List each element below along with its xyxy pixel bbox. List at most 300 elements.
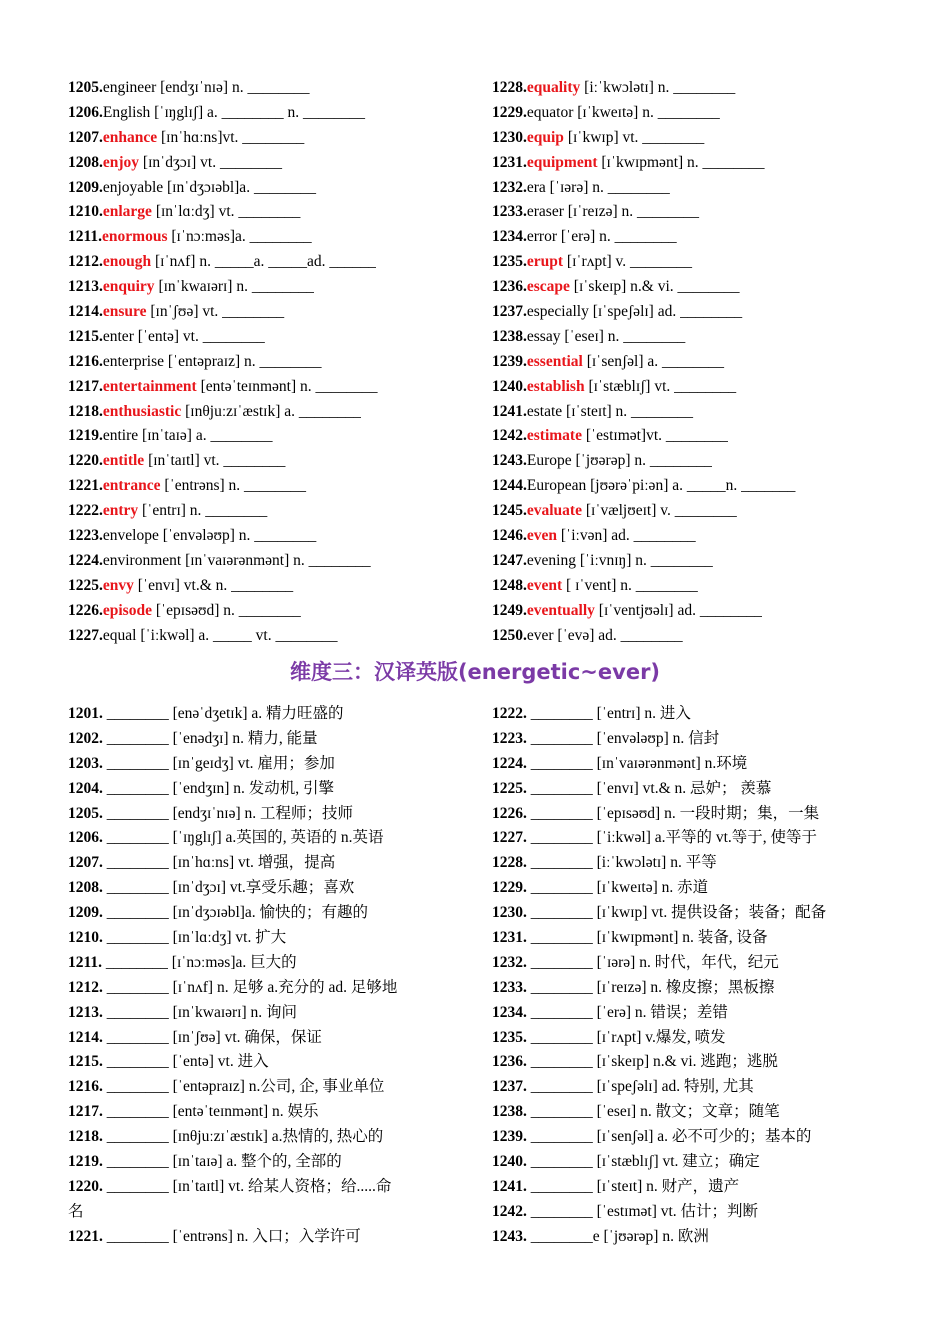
translation-entry xyxy=(492,1026,922,1051)
entry-number: 1235. xyxy=(492,253,527,271)
vocab-entry xyxy=(492,574,922,599)
vocab-entry xyxy=(492,499,922,524)
vocab-entry xyxy=(492,225,922,250)
entry-word: episode xyxy=(102,601,152,619)
entry-number: 1202. xyxy=(68,729,103,747)
vocab-entry xyxy=(68,101,468,126)
entry-definition-blank: [ɪˈreɪzə] n. ________ xyxy=(563,203,700,221)
entry-definition-blank: [ɪˈstæblɪʃ] vt. ________ xyxy=(584,377,737,395)
entry-definition-blank: [ˈerə] n. ________ xyxy=(557,228,677,246)
entry-meaning: ________ [ɪˈnʌf] n. 足够 a.充分的 ad. 足够地 xyxy=(102,978,398,996)
entry-meaning: ________ [endʒɪˈnɪə] n. 工程师；技师 xyxy=(102,804,353,822)
translation-entry xyxy=(492,976,922,1001)
entry-word: enormous xyxy=(102,228,168,246)
entry-number: 1207. xyxy=(68,854,103,872)
entry-definition-blank: [ɪˈsteɪt] n. ________ xyxy=(562,402,694,420)
entry-word: English xyxy=(102,103,151,121)
entry-meaning: ________ [ɪˈskeɪp] n.& vi. 逃跑；逃脱 xyxy=(526,1053,778,1071)
entry-definition-blank: [ɪˈkweɪtə] n. ________ xyxy=(573,103,720,121)
entry-definition-blank: [ɪnθjuːzɪˈæstɪk] a. ________ xyxy=(181,402,361,420)
entry-meaning: ________ [ˈentəpraɪz] n.公司, 企, 事业单位 xyxy=(102,1078,385,1096)
entry-word: European xyxy=(526,477,587,495)
entry-definition-blank: [ɪnˈtaɪə] a. ________ xyxy=(138,427,273,445)
entry-word: enough xyxy=(102,253,152,271)
entry-definition-blank: [ɪˈskeɪp] n.& vi. ________ xyxy=(569,278,740,296)
vocab-list-left xyxy=(68,76,468,648)
entry-meaning: ________ [ɪnˈʃʊə] vt. 确保，保证 xyxy=(102,1028,322,1046)
entry-number: 1215. xyxy=(68,1053,103,1071)
entry-number: 1201. xyxy=(68,705,103,722)
entry-meaning: ________ [ɪnθjuːzɪˈæstɪk] a.热情的, 热心的 xyxy=(102,1128,384,1146)
entry-number: 1206. xyxy=(68,829,103,847)
entry-number: 1222. xyxy=(68,502,103,520)
translation-entry xyxy=(68,976,463,1001)
entry-meaning: ________ [ˈendʒɪn] n. 发动机, 引擎 xyxy=(102,779,335,797)
translation-entry xyxy=(68,752,463,777)
vocab-entry xyxy=(68,350,468,375)
entry-word: essential xyxy=(526,352,583,370)
translation-entry xyxy=(68,1225,463,1250)
entry-word: estate xyxy=(526,402,563,420)
entry-number: 1216. xyxy=(68,352,103,370)
entry-word: entertainment xyxy=(102,377,197,395)
translation-entry xyxy=(492,1100,922,1125)
vocab-entry xyxy=(492,400,922,425)
entry-definition-blank: [ˈɪərə] n. ________ xyxy=(545,178,670,196)
translation-entry xyxy=(492,951,922,976)
section-heading: 维度三：汉译英版(energetic~ever) xyxy=(289,660,661,684)
entry-definition-blank: [ɪnˈhɑːns]vt. ________ xyxy=(157,128,305,146)
translation-entry xyxy=(492,777,922,802)
vocab-entry xyxy=(492,200,922,225)
vocab-entry xyxy=(68,76,468,101)
entry-number: 1220. xyxy=(68,452,103,470)
translation-list-right xyxy=(492,702,922,1250)
entry-meaning: ________ [ɪˈreɪzə] n. 橡皮擦；黑板擦 xyxy=(526,978,775,996)
entry-number: 1223. xyxy=(68,527,103,545)
vocab-entry xyxy=(492,449,922,474)
entry-meaning: ________ [entəˈteɪnmənt] n. 娱乐 xyxy=(102,1103,319,1121)
entry-meaning: ________ [ˈentrɪ] n. 进入 xyxy=(526,705,691,722)
entry-word: equipment xyxy=(526,153,598,171)
vocab-entry xyxy=(68,200,468,225)
vocab-entry xyxy=(68,126,468,151)
entry-word: Europe xyxy=(526,452,572,470)
vocab-entry xyxy=(492,599,922,624)
entry-meaning: ________e [ˈjʊərəp] n. 欧洲 xyxy=(526,1227,709,1245)
entry-number: 1227. xyxy=(68,626,103,644)
entry-meaning: ________ [ɪˈrʌpt] v.爆发, 喷发 xyxy=(526,1028,726,1046)
entry-number: 1212. xyxy=(68,978,103,996)
vocab-entry xyxy=(68,549,468,574)
entry-number: 1226. xyxy=(492,804,527,822)
entry-definition-blank: [ˈiːkwəl] a. _____ vt. ________ xyxy=(136,626,338,644)
entry-word: establish xyxy=(526,377,585,395)
entry-number: 1221. xyxy=(68,477,103,495)
translation-entry xyxy=(492,901,922,926)
entry-definition-blank: [ɪˈkwɪpmənt] n. ________ xyxy=(597,153,765,171)
entry-number: 1210. xyxy=(68,929,103,947)
vocab-entry xyxy=(68,375,468,400)
entry-meaning: ________ [ˈepɪsəʊd] n. 一段时期；集，一集 xyxy=(526,804,820,822)
entry-number: 1215. xyxy=(68,327,103,345)
entry-definition-blank: [ˈiːvnɪŋ] n. ________ xyxy=(575,551,713,569)
entry-number: 1236. xyxy=(492,1053,527,1071)
vocab-entry xyxy=(68,225,468,250)
entry-number: 1237. xyxy=(492,1078,527,1096)
vocab-entry xyxy=(492,474,922,499)
vocab-entry xyxy=(492,325,922,350)
entry-word: environment xyxy=(102,551,182,569)
entry-number: 1248. xyxy=(492,576,527,594)
entry-number: 1224. xyxy=(492,754,527,772)
entry-number: 1212. xyxy=(68,253,103,271)
entry-number: 1246. xyxy=(492,527,527,545)
entry-word: ever xyxy=(526,626,554,644)
entry-meaning: ________ [ˈenvələʊp] n. 信封 xyxy=(526,729,720,747)
entry-number: 1241. xyxy=(492,1177,527,1195)
entry-number: 1241. xyxy=(492,402,527,420)
entry-number: 1203. xyxy=(68,754,103,772)
entry-definition-blank: [ˈentə] vt. ________ xyxy=(133,327,265,345)
translation-entry xyxy=(492,1125,922,1150)
translation-entry xyxy=(68,1075,463,1100)
entry-word: escape xyxy=(526,278,570,296)
translation-entry xyxy=(68,1125,463,1150)
entry-word: equip xyxy=(526,128,564,146)
entry-number: 1235. xyxy=(492,1028,527,1046)
entry-number: 1209. xyxy=(68,904,103,922)
entry-word: especially xyxy=(526,303,589,321)
entry-number: 1211. xyxy=(68,228,103,246)
entry-definition-blank: [ˈentəpraɪz] n. ________ xyxy=(163,352,322,370)
translation-entry xyxy=(68,1026,463,1051)
entry-meaning: ________ [ɪnˈkwaɪərɪ] n. 询问 xyxy=(102,1003,298,1021)
vocab-entry xyxy=(492,250,922,275)
entry-word: equator xyxy=(526,103,574,121)
entry-number: 1223. xyxy=(492,729,527,747)
entry-number: 1225. xyxy=(68,576,103,594)
entry-number: 1239. xyxy=(492,352,527,370)
entry-number: 1217. xyxy=(68,377,103,395)
entry-definition-blank: [ˈentrɪ] n. ________ xyxy=(138,502,268,520)
translation-entry xyxy=(492,851,922,876)
entry-word: envelope xyxy=(102,527,159,545)
vocab-entry xyxy=(492,549,922,574)
translation-list-left xyxy=(68,702,463,1250)
entry-word: entitle xyxy=(102,452,145,470)
vocab-entry xyxy=(492,275,922,300)
entry-meaning: ________ [ˈenvɪ] vt.& n. 忌妒； 羡慕 xyxy=(526,779,772,797)
entry-number: 1210. xyxy=(68,203,103,221)
entry-meaning: ________ [ɪnˈtaɪtl] vt. 给某人资格；给.....命 xyxy=(102,1177,392,1195)
entry-number: 1237. xyxy=(492,303,527,321)
vocab-entry xyxy=(68,325,468,350)
entry-word: error xyxy=(526,228,557,246)
entry-word: entrance xyxy=(102,477,161,495)
entry-word: enlarge xyxy=(102,203,152,221)
entry-definition-blank: [ɪnˈkwaɪərɪ] n. ________ xyxy=(154,278,314,296)
entry-meaning: ________ [ɪˈkweɪtə] n. 赤道 xyxy=(526,879,709,897)
translation-entry xyxy=(68,1050,463,1075)
vocab-entry xyxy=(68,624,468,649)
translation-entry xyxy=(492,1075,922,1100)
entry-number: 1209. xyxy=(68,178,103,196)
entry-number: 1240. xyxy=(492,1153,527,1171)
entry-number: 1249. xyxy=(492,601,527,619)
vocab-entry xyxy=(68,574,468,599)
entry-number: 1219. xyxy=(68,1153,103,1171)
entry-number: 1222. xyxy=(492,705,527,722)
vocab-entry xyxy=(68,424,468,449)
entry-number: 1224. xyxy=(68,551,103,569)
entry-meaning: ________ [enəˈdʒetɪk] a. 精力旺盛的 xyxy=(102,705,344,722)
translation-entry xyxy=(492,802,922,827)
entry-word: enthusiastic xyxy=(102,402,182,420)
entry-number: 1229. xyxy=(492,103,527,121)
translation-entry xyxy=(492,1225,922,1250)
vocab-entry xyxy=(492,524,922,549)
entry-word: enhance xyxy=(102,128,158,146)
entry-word: ensure xyxy=(102,303,147,321)
entry-meaning: ________ [ˈeseɪ] n. 散文；文章；随笔 xyxy=(526,1103,780,1121)
entry-number: 1220. xyxy=(68,1177,103,1195)
entry-definition-blank: [ˈentrəns] n. ________ xyxy=(160,477,307,495)
entry-number: 1239. xyxy=(492,1128,527,1146)
entry-meaning: ________ [ˈentə] vt. 进入 xyxy=(102,1053,269,1071)
translation-entry xyxy=(68,1150,463,1175)
translation-entry xyxy=(68,951,463,976)
entry-definition-blank: [ɪˈnʌf] n. _____a. _____ad. ______ xyxy=(151,253,376,271)
entry-number: 1229. xyxy=(492,879,527,897)
entry-definition-blank: [endʒɪˈnɪə] n. ________ xyxy=(156,79,310,96)
entry-word: evening xyxy=(526,551,576,569)
translation-entry xyxy=(492,752,922,777)
entry-word: erupt xyxy=(526,253,564,271)
entry-number: 1208. xyxy=(68,879,103,897)
entry-meaning: ________ [ɪnˈhɑːns] vt. 增强，提高 xyxy=(102,854,336,872)
entry-definition-blank: [iːˈkwɔlətɪ] n. ________ xyxy=(580,79,736,96)
entry-number: 1242. xyxy=(492,1202,527,1220)
translation-entry xyxy=(68,802,463,827)
entry-number: 1232. xyxy=(492,178,527,196)
entry-number: 1242. xyxy=(492,427,527,445)
entry-definition-blank: [ ɪˈvent] n. ________ xyxy=(562,576,698,594)
entry-word: eventually xyxy=(526,601,595,619)
entry-number: 1217. xyxy=(68,1103,103,1121)
entry-number: 1216. xyxy=(68,1078,103,1096)
entry-meaning: ________ [ˈentrəns] n. 入口；入学许可 xyxy=(102,1227,361,1245)
vocab-entry xyxy=(492,424,922,449)
vocab-entry xyxy=(68,524,468,549)
entry-word: evaluate xyxy=(526,502,582,520)
translation-entry xyxy=(492,876,922,901)
entry-number: 1219. xyxy=(68,427,103,445)
vocab-entry xyxy=(68,449,468,474)
entry-number: 1243. xyxy=(492,1227,527,1245)
vocab-entry xyxy=(492,375,922,400)
vocab-entry xyxy=(492,350,922,375)
entry-number: 1243. xyxy=(492,452,527,470)
entry-meaning: ________ [ɪˈkwɪpmənt] n. 装备, 设备 xyxy=(526,929,768,947)
entry-definition-blank: [ɪˈsenʃəl] a. ________ xyxy=(582,352,725,370)
entry-number: 1214. xyxy=(68,303,103,321)
translation-entry xyxy=(492,926,922,951)
entry-definition-blank: [ɪnˈlɑːdʒ] vt. ________ xyxy=(151,203,301,221)
entry-word: enquiry xyxy=(102,278,155,296)
entry-number: 1225. xyxy=(492,779,527,797)
entry-definition-blank: [ɪnˈʃʊə] vt. ________ xyxy=(146,303,285,321)
entry-number: 1221. xyxy=(68,1227,103,1245)
entry-number: 1250. xyxy=(492,626,527,644)
entry-word: even xyxy=(526,527,558,545)
entry-word: equality xyxy=(526,79,581,96)
entry-definition-blank: [ˈɪŋglɪʃ] a. ________ n. ________ xyxy=(150,103,365,121)
vocab-entry xyxy=(68,499,468,524)
entry-word: enter xyxy=(102,327,134,345)
entry-meaning: ________ [ɪˈkwɪp] vt. 提供设备；装备；配备 xyxy=(526,904,827,922)
entry-number: 1232. xyxy=(492,953,527,971)
entry-word: envy xyxy=(102,576,134,594)
translation-entry xyxy=(492,1175,922,1200)
entry-definition-blank: [ˈenvələʊp] n. ________ xyxy=(158,527,317,545)
entry-meaning: ________ [ˈɪərə] n. 时代，年代，纪元 xyxy=(526,953,779,971)
entry-definition-blank: [ˈenvɪ] vt.& n. ________ xyxy=(133,576,294,594)
entry-meaning: ________ [ɪnˈdʒɔɪ] vt.享受乐趣；喜欢 xyxy=(102,879,355,897)
translation-entry xyxy=(68,1175,463,1200)
entry-number: 1238. xyxy=(492,327,527,345)
translation-entry xyxy=(68,702,463,727)
entry-word: event xyxy=(526,576,563,594)
entry-meaning: ________ [ˈerə] n. 错误；差错 xyxy=(526,1003,728,1021)
entry-definition-blank: [ɪˈnɔːməs]a. ________ xyxy=(167,228,312,246)
entry-definition-blank: [ˈjʊərəp] n. ________ xyxy=(571,452,712,470)
translation-entry xyxy=(492,826,922,851)
entry-definition-blank: [ɪˈkwɪp] vt. ________ xyxy=(563,128,705,146)
vocab-entry xyxy=(492,101,922,126)
translation-entry xyxy=(492,727,922,752)
vocab-entry xyxy=(492,151,922,176)
translation-entry xyxy=(68,826,463,851)
translation-entry xyxy=(68,1001,463,1026)
entry-meaning: ________ [ˈenədʒɪ] n. 精力, 能量 xyxy=(102,729,318,747)
entry-definition-blank: [entəˈteɪnmənt] n. ________ xyxy=(196,377,378,395)
entry-number: 1206. xyxy=(68,103,103,121)
entry-word: eraser xyxy=(526,203,564,221)
entry-meaning: ________ [ˈestɪmət] vt. 估计；判断 xyxy=(526,1202,759,1220)
entry-meaning: ________ [ɪˈspeʃəlɪ] ad. 特别, 尤其 xyxy=(526,1078,754,1096)
entry-number: 1231. xyxy=(492,929,527,947)
entry-word: estimate xyxy=(526,427,582,445)
entry-number: 1230. xyxy=(492,128,527,146)
entry-definition-blank: [jʊərəˈpiːən] a. _____n. _______ xyxy=(586,477,796,495)
vocab-entry xyxy=(492,76,922,101)
entry-meaning: ________ [ɪnˈvaɪərənmənt] n.环境 xyxy=(526,754,748,772)
entry-number: 1236. xyxy=(492,278,527,296)
entry-definition-blank: [ɪnˈdʒɔɪəbl]a. ________ xyxy=(163,178,316,196)
entry-word: entry xyxy=(102,502,139,520)
translation-entry xyxy=(492,1200,922,1225)
entry-number: 1213. xyxy=(68,1003,103,1021)
entry-number: 1244. xyxy=(492,477,527,495)
entry-number: 1245. xyxy=(492,502,527,520)
entry-meaning: ________ [ɪnˈgeɪdʒ] vt. 雇用；参加 xyxy=(102,754,335,772)
entry-word: enjoy xyxy=(102,153,140,171)
translation-entry xyxy=(492,1150,922,1175)
entry-word: era xyxy=(526,178,546,196)
translation-entry xyxy=(68,851,463,876)
entry-number: 1204. xyxy=(68,779,103,797)
entry-definition-blank: [ɪnˈdʒɔɪ] vt. ________ xyxy=(139,153,282,171)
entry-number: 1227. xyxy=(492,829,527,847)
entry-number: 1234. xyxy=(492,228,527,246)
entry-definition-blank: [ɪˈrʌpt] v. ________ xyxy=(563,253,693,271)
entry-number: 1228. xyxy=(492,854,527,872)
entry-definition-blank: [ɪˈventjʊəlɪ] ad. ________ xyxy=(594,601,762,619)
translation-entry xyxy=(492,702,922,727)
translation-entry xyxy=(492,1050,922,1075)
entry-definition-blank: [ˈevə] ad. ________ xyxy=(553,626,683,644)
entry-number: 1214. xyxy=(68,1028,103,1046)
translation-entry xyxy=(492,1001,922,1026)
entry-word: enjoyable xyxy=(102,178,164,196)
entry-word: entire xyxy=(102,427,139,445)
translation-entry xyxy=(68,727,463,752)
translation-entry xyxy=(68,926,463,951)
entry-number: 1228. xyxy=(492,79,527,96)
vocab-entry xyxy=(492,126,922,151)
entry-number: 1218. xyxy=(68,1128,103,1146)
vocab-entry xyxy=(68,300,468,325)
translation-entry xyxy=(68,777,463,802)
entry-number: 1230. xyxy=(492,904,527,922)
entry-definition-blank: [ɪnˈtaɪtl] vt. ________ xyxy=(144,452,286,470)
entry-number: 1240. xyxy=(492,377,527,395)
vocab-entry xyxy=(68,151,468,176)
translation-entry xyxy=(68,1100,463,1125)
vocab-entry xyxy=(68,599,468,624)
entry-word: essay xyxy=(526,327,561,345)
entry-meaning: ________ [ɪˈnɔːməs]a. 巨大的 xyxy=(102,953,297,971)
entry-meaning: ________ [ɪnˈtaɪə] a. 整个的, 全部的 xyxy=(102,1153,342,1171)
entry-number: 1238. xyxy=(492,1103,527,1121)
entry-definition-blank: [ɪnˈvaɪərənmənt] n. ________ xyxy=(181,551,371,569)
entry-number: 1233. xyxy=(492,978,527,996)
vocab-entry xyxy=(492,176,922,201)
entry-meaning: ________ [ˈiːkwəl] a.平等的 vt.等于, 使等于 xyxy=(526,829,818,847)
vocab-entry xyxy=(68,250,468,275)
entry-number: 1211. xyxy=(68,953,103,971)
entry-number: 1208. xyxy=(68,153,103,171)
entry-continuation: 名 xyxy=(68,1202,84,1220)
entry-definition-blank: [ˈiːvən] ad. ________ xyxy=(557,527,696,545)
vocab-entry xyxy=(68,474,468,499)
entry-meaning: ________ [ɪˈstæblɪʃ] vt. 建立；确定 xyxy=(526,1153,760,1171)
entry-meaning: ________ [ˈɪŋglɪʃ] a.英国的, 英语的 n.英语 xyxy=(102,829,384,847)
vocab-entry xyxy=(68,275,468,300)
entry-number: 1205. xyxy=(68,804,103,822)
entry-meaning: ________ [ɪnˈdʒɔɪəbl]a. 愉快的；有趣的 xyxy=(102,904,369,922)
vocab-entry xyxy=(68,176,468,201)
entry-number: 1247. xyxy=(492,551,527,569)
entry-number: 1205. xyxy=(68,79,103,96)
entry-number: 1213. xyxy=(68,278,103,296)
entry-meaning: ________ [ɪˈsenʃəl] a. 必不可少的；基本的 xyxy=(526,1128,812,1146)
vocab-entry xyxy=(492,300,922,325)
vocab-entry xyxy=(492,624,922,649)
entry-definition-blank: [ɪˈspeʃəlɪ] ad. ________ xyxy=(588,303,743,321)
entry-meaning: ________ [ɪnˈlɑːdʒ] vt. 扩大 xyxy=(102,929,287,947)
